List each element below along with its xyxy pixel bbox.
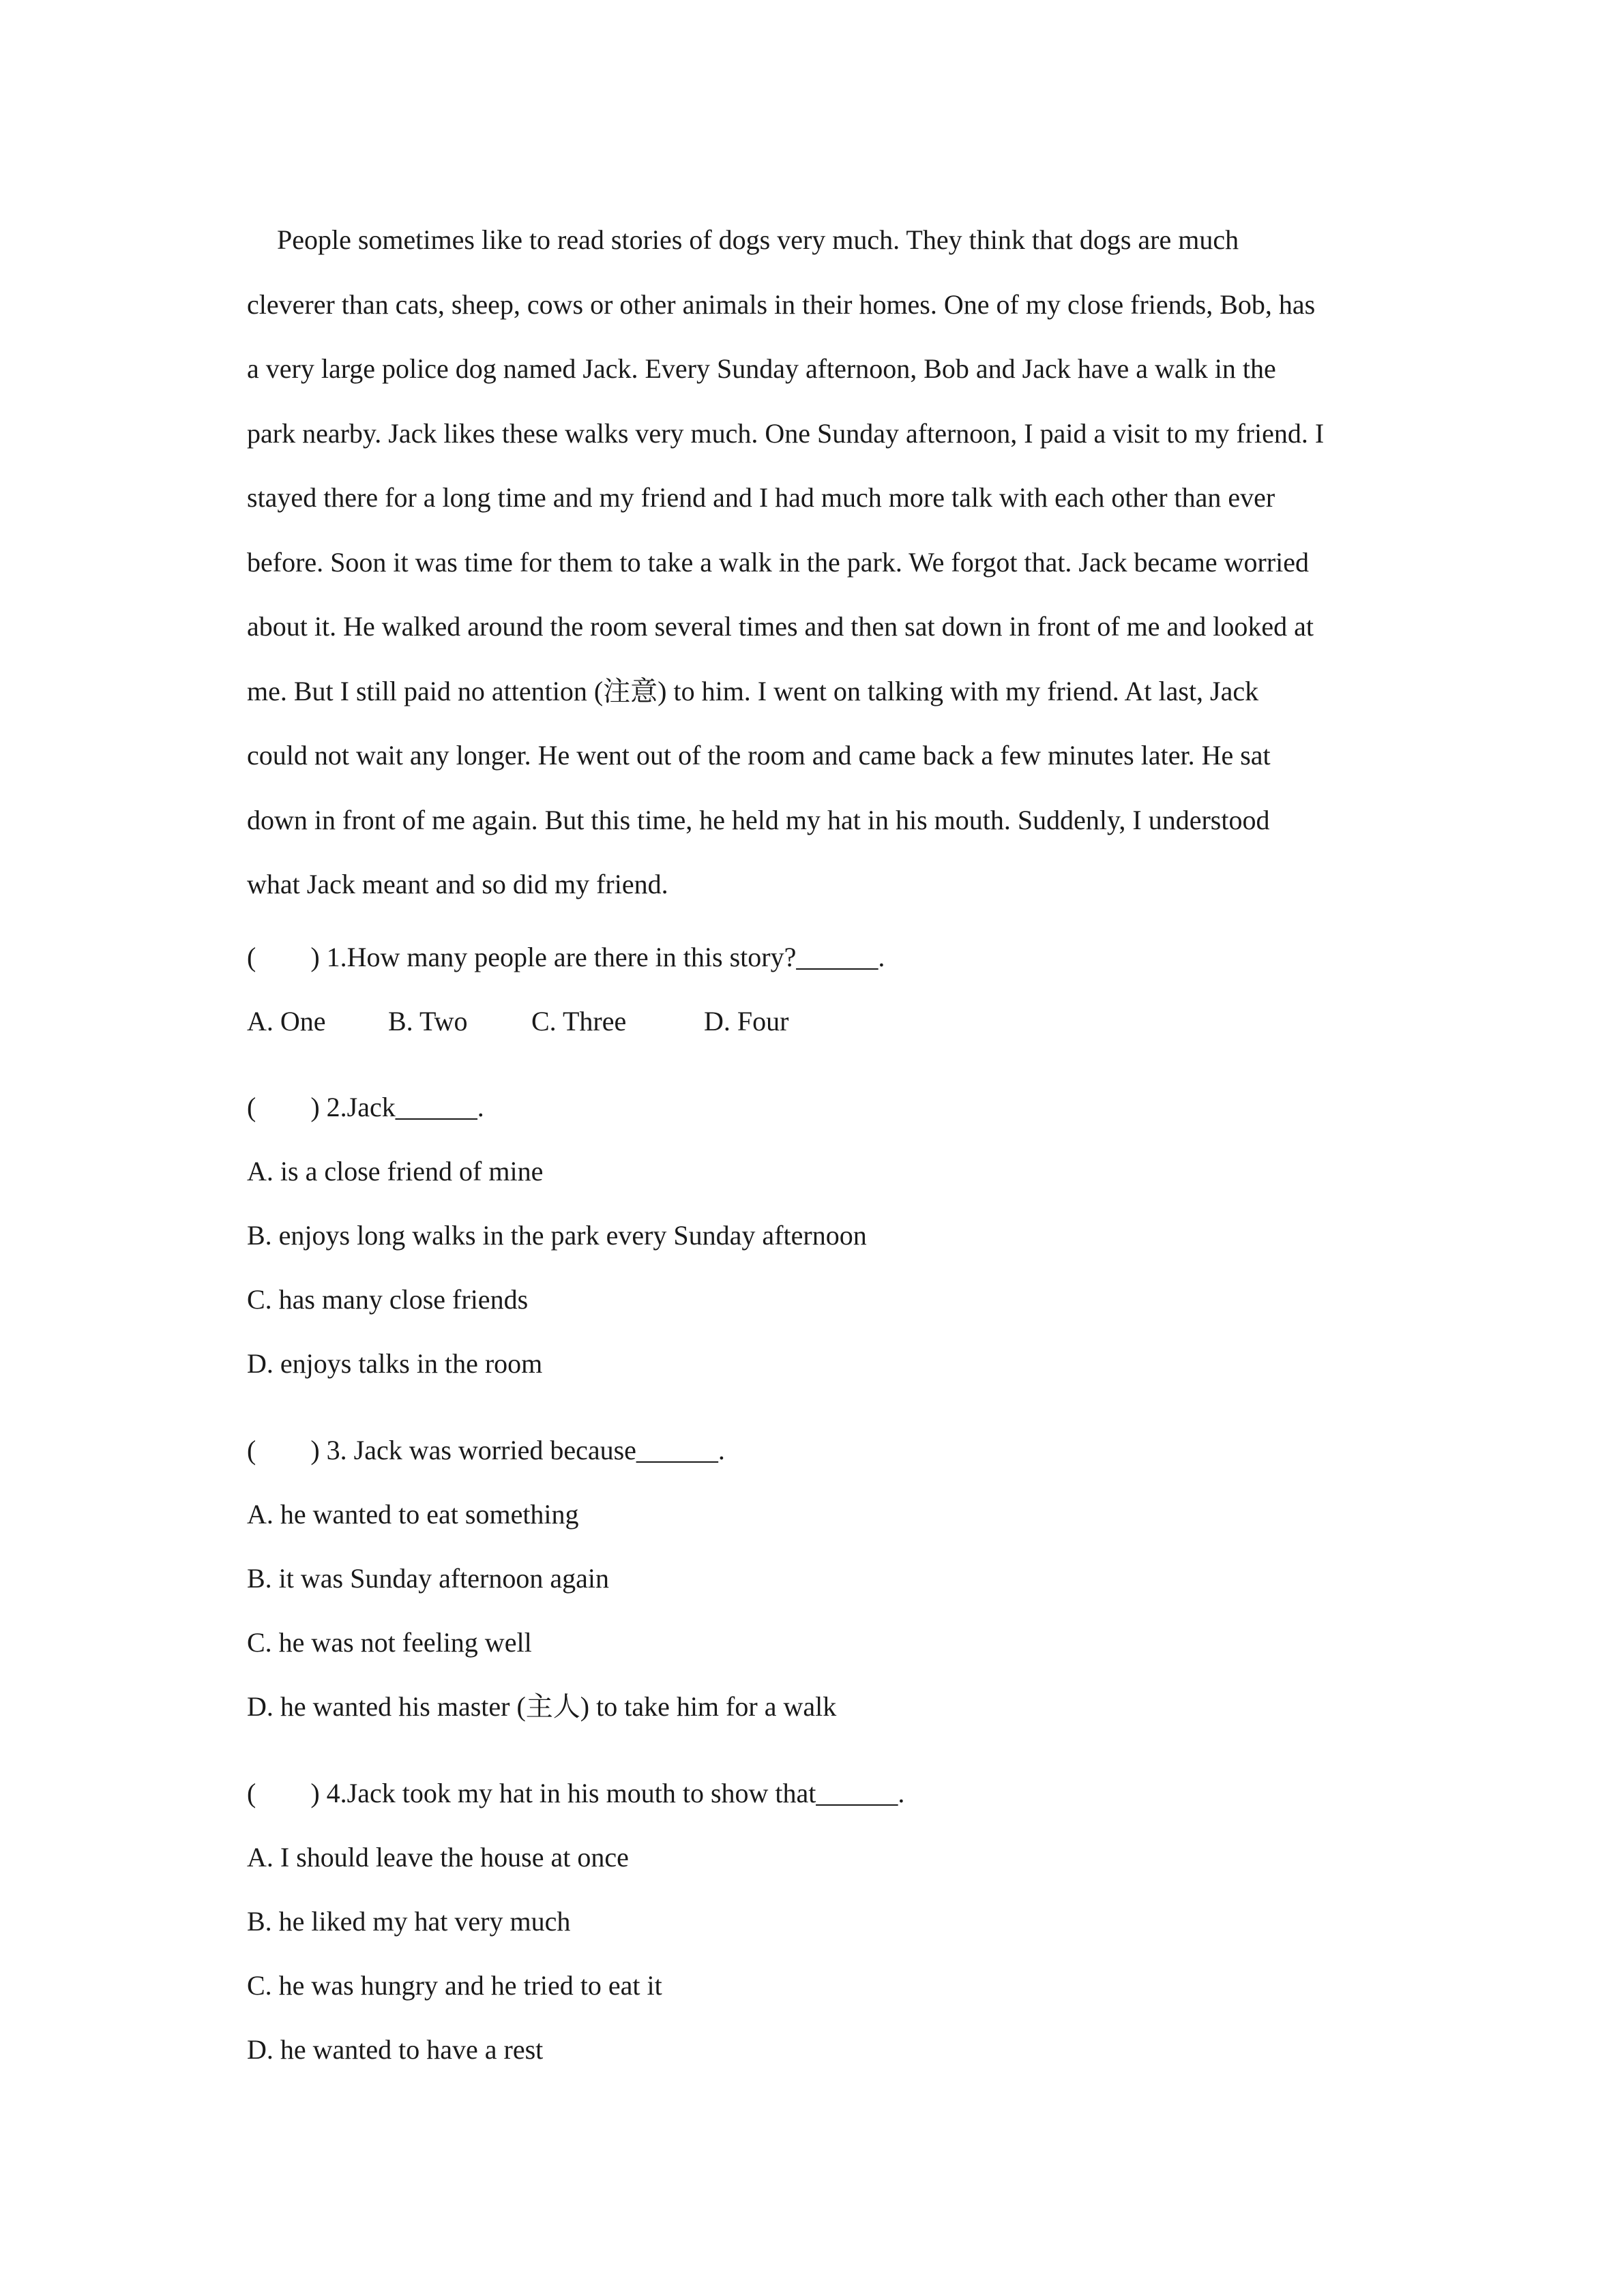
passage-line: about it. He walked around the room several times and then sat down in front of me and looked at: [247, 611, 1314, 642]
option-row: [247, 989, 1406, 1054]
passage-line: down in front of me again. But this time, he held my hat in his mouth. Suddenly, I understood: [247, 804, 1270, 835]
option-d: D. he wanted to have a rest: [247, 2034, 544, 2065]
question-stem: ( ) 3. Jack was worried because______.: [247, 1435, 725, 1465]
passage-line: People sometimes like to read stories of dogs very much. They think that dogs are much: [277, 224, 1239, 255]
question-stem: ( ) 2.Jack______.: [247, 1092, 484, 1122]
option-b: B. it was Sunday afternoon again: [247, 1563, 609, 1594]
option-a: A. I should leave the house at once: [247, 1842, 629, 1873]
option-d: D. enjoys talks in the room: [247, 1348, 543, 1379]
option-a: A. is a close friend of mine: [247, 1156, 544, 1187]
question-3: [247, 1418, 1406, 1739]
question-stem: ( ) 4.Jack took my hat in his mouth to show that______.: [247, 1778, 905, 1808]
option-b: B. enjoys long walks in the park every Sunday afternoon: [247, 1220, 867, 1251]
passage-line: a very large police dog named Jack. Every Sunday afternoon, Bob and Jack have a walk in the: [247, 353, 1276, 384]
question-stem: ( ) 1.How many people are there in this story?______.: [247, 942, 885, 972]
question-4: [247, 1761, 1406, 2082]
option-c: C. has many close friends: [247, 1284, 529, 1315]
option-d: D. he wanted his master (主人) to take him for a walk: [247, 1691, 837, 1722]
passage-line: before. Soon it was time for them to take a walk in the park. We forgot that. Jack became worried: [247, 546, 1310, 578]
passage-line: what Jack meant and so did my friend.: [247, 869, 668, 899]
option-c: C. he was hungry and he tried to eat it: [247, 1970, 662, 2001]
reading-passage: [247, 208, 1406, 917]
question-2: [247, 1075, 1406, 1396]
question-1: [247, 925, 1406, 1054]
option-c: C. Three: [531, 1006, 627, 1037]
passage-line: could not wait any longer. He went out of the room and came back a few minutes later. He sat: [247, 740, 1271, 771]
option-b: B. Two: [388, 1006, 468, 1037]
passage-line: park nearby. Jack likes these walks very much. One Sunday afternoon, I paid a visit to my friend. I: [247, 417, 1325, 449]
option-b: B. he liked my hat very much: [247, 1906, 571, 1937]
passage-line: cleverer than cats, sheep, cows or other animals in their homes. One of my close friends, Bob, has: [247, 288, 1316, 320]
passage-line: stayed there for a long time and my friend and I had much more talk with each other than ever: [247, 482, 1275, 513]
passage-line: me. But I still paid no attention (注意) to him. I went on talking with my friend. At last, Jack: [247, 675, 1259, 706]
option-d: D. Four: [704, 1006, 789, 1037]
option-a: A. One: [247, 1006, 326, 1037]
option-c: C. he was not feeling well: [247, 1627, 532, 1658]
option-a: A. he wanted to eat something: [247, 1499, 579, 1530]
